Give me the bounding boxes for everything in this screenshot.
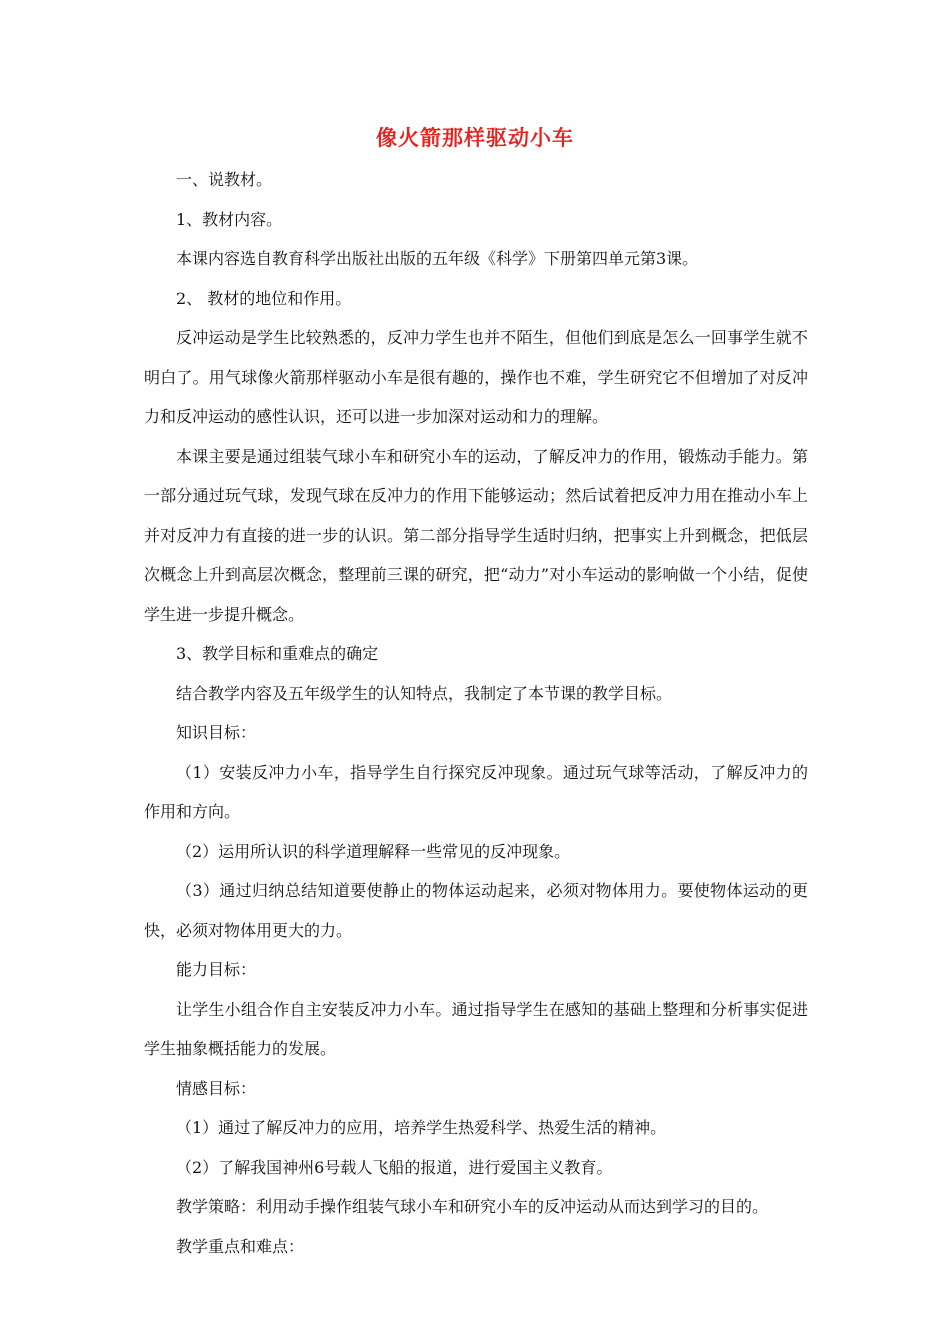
paragraph-textbook-source: 本课内容选自教育科学出版社出版的五年级《科学》下册第四单元第3课。 [176, 249, 699, 268]
paragraph-teaching-strategy: 教学策略：利用动手操作组装气球小车和研究小车的反冲运动从而达到学习的目的。 [176, 1197, 769, 1216]
heading-key-points: 教学重点和难点： [176, 1236, 305, 1256]
document-body [144, 160, 808, 1266]
list-item-emotion-1: （1）通过了解反冲力的应用，培养学生热爱科学、热爱生活的精神。 [176, 1118, 667, 1137]
heading-knowledge-goals: 知识目标： [176, 723, 257, 742]
list-item-knowledge-3: （3）通过归纳总结知道要使静止的物体运动起来，必须对物体用力。要使物体运动的更快，必须对物体用更大的力。 [144, 881, 808, 940]
list-item-knowledge-2: （2）运用所认识的科学道理解释一些常见的反冲现象。 [176, 841, 571, 861]
heading-section-1: 一、说教材。 [176, 170, 273, 189]
paragraph-recoil-intro: 反冲运动是学生比较熟悉的，反冲力学生也并不陌生，但他们到底是怎么一回事学生就不明白了。用气球像火箭那样驱动小车是很有趣的，操作也不难，学生研究它不但增加了对反冲力和反冲运动的感性认识，还可以进一步加深对运动和力的理解。 [144, 328, 808, 426]
paragraph-lesson-structure: 本课主要是通过组装气球小车和研究小车的运动，了解反冲力的作用，锻炼动手能力。第一部分通过玩气球，发现气球在反冲力的作用下能够运动；然后试着把反冲力用在推动小车上并对反冲力有直接的进一步的认识。第二部分指导学生适时归纳，把事实上升到概念，把低层次概念上升到高层次概念，整理前三课的研究，把“动力”对小车运动的影响做一个小结，促使学生进一步提升概念。 [144, 446, 808, 624]
heading-textbook-content: 1、教材内容。 [176, 209, 283, 229]
paragraph-objectives-intro: 结合教学内容及五年级学生的认知特点，我制定了本节课的教学目标。 [176, 683, 673, 703]
heading-objectives: 3、教学目标和重难点的确定 [176, 644, 379, 663]
list-item-emotion-2: （2）了解我国神州6号载人飞船的报道，进行爱国主义教育。 [176, 1157, 613, 1177]
document-title: 像火箭那样驱动小车 [376, 126, 574, 150]
list-item-knowledge-1: （1）安装反冲力小车，指导学生自行探究反冲现象。通过玩气球等活动，了解反冲力的作用和方向。 [144, 762, 808, 821]
heading-ability-goals: 能力目标： [176, 960, 257, 979]
paragraph-ability-goals: 让学生小组合作自主安装反冲力小车。通过指导学生在感知的基础上整理和分析事实促进学生抽象概括能力的发展。 [144, 999, 808, 1058]
heading-emotion-goals: 情感目标： [176, 1078, 257, 1098]
heading-status-role: 2、 教材的地位和作用。 [176, 288, 352, 308]
